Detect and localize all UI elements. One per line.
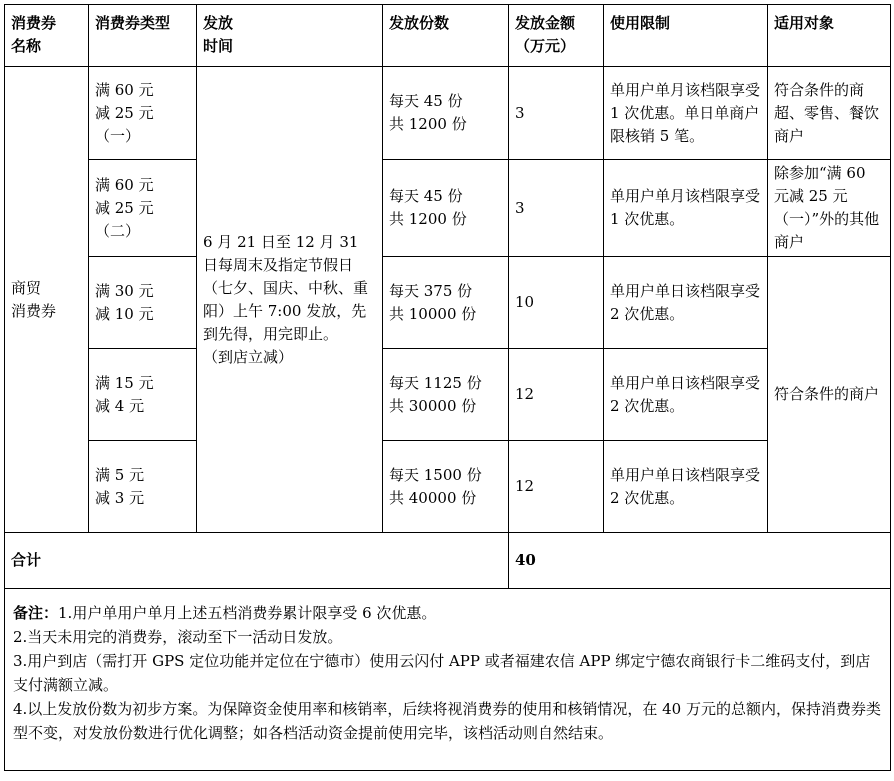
note-item-2: 2.当天未用完的消费券，滚动至下一活动日发放。 <box>13 628 343 646</box>
header-time: 发放 时间 <box>197 5 383 67</box>
copies-cell: 每天 1500 份 共 40000 份 <box>383 441 509 533</box>
type-cell: 满 60 元 减 25 元 （一） <box>89 67 197 160</box>
target-cell: 除参加“满 60 元减 25 元（一）”外的其他商户 <box>768 160 891 257</box>
total-label: 合计 <box>5 533 509 589</box>
amount-cell: 3 <box>509 160 604 257</box>
category-cell: 商贸 消费券 <box>5 67 89 533</box>
limit-cell: 单用户单月该档限享受 1 次优惠。单日单商户限核销 5 笔。 <box>604 67 768 160</box>
notes-row <box>5 589 891 771</box>
target-cell: 符合条件的商户 <box>768 257 891 533</box>
notes-label: 备注： <box>13 604 59 622</box>
table-row <box>5 67 891 160</box>
header-amount: 发放金额 （万元） <box>509 5 604 67</box>
limit-cell: 单用户单日该档限享受 2 次优惠。 <box>604 257 768 349</box>
voucher-table <box>4 4 891 771</box>
copies-cell: 每天 45 份 共 1200 份 <box>383 67 509 160</box>
target-cell: 符合条件的商超、零售、餐饮商户 <box>768 67 891 160</box>
table-row <box>5 441 891 533</box>
header-row <box>5 5 891 67</box>
limit-cell: 单用户单日该档限享受 2 次优惠。 <box>604 349 768 441</box>
note-item-3: 3.用户到店（需打开 GPS 定位功能并定位在宁德市）使用云闪付 APP 或者福建农信 APP 绑定宁德农商银行卡二维码支付，到店支付满额立减。 <box>13 652 871 694</box>
type-cell: 满 5 元 减 3 元 <box>89 441 197 533</box>
header-limit: 使用限制 <box>604 5 768 67</box>
total-value: 40 <box>509 533 891 589</box>
note-item-4: 4.以上发放份数为初步方案。为保障资金使用率和核销率，后续将视消费券的使用和核销情况，在 40 万元的总额内，保持消费券类型不变，对发放份数进行优化调整；如各档活动资金提前使用完毕，该档活动则自然结束。 <box>13 700 881 742</box>
amount-cell: 10 <box>509 257 604 349</box>
header-name: 消费券 名称 <box>5 5 89 67</box>
note-item-1: 备注：1.用户单用户单月上述五档消费券累计限享受 6 次优惠。 <box>13 604 437 622</box>
issue-time-cell: 6 月 21 日至 12 月 31 日每周末及指定节假日（七夕、国庆、中秋、重阳）上午 7:00 发放，先到先得，用完即止。 （到店立减） <box>197 67 383 533</box>
table-row <box>5 349 891 441</box>
total-row <box>5 533 891 589</box>
type-cell: 满 30 元 减 10 元 <box>89 257 197 349</box>
copies-cell: 每天 1125 份 共 30000 份 <box>383 349 509 441</box>
amount-cell: 3 <box>509 67 604 160</box>
table-row <box>5 160 891 257</box>
amount-cell: 12 <box>509 349 604 441</box>
amount-cell: 12 <box>509 441 604 533</box>
header-type: 消费券类型 <box>89 5 197 67</box>
limit-cell: 单用户单月该档限享受 1 次优惠。 <box>604 160 768 257</box>
limit-cell: 单用户单日该档限享受 2 次优惠。 <box>604 441 768 533</box>
table-row <box>5 257 891 349</box>
header-target: 适用对象 <box>768 5 891 67</box>
copies-cell: 每天 375 份 共 10000 份 <box>383 257 509 349</box>
header-copies: 发放份数 <box>383 5 509 67</box>
notes-cell <box>5 589 891 771</box>
type-cell: 满 15 元 减 4 元 <box>89 349 197 441</box>
type-cell: 满 60 元 减 25 元 （二） <box>89 160 197 257</box>
copies-cell: 每天 45 份 共 1200 份 <box>383 160 509 257</box>
